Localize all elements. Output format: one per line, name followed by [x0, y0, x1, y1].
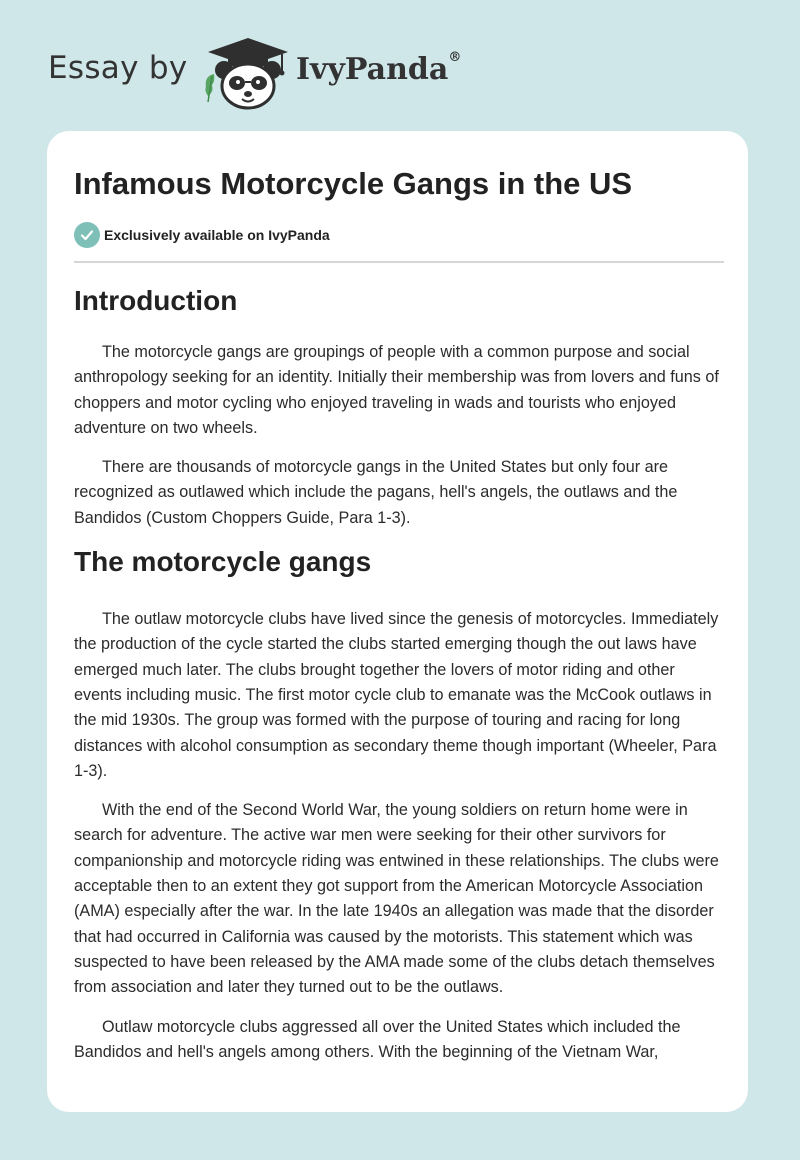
essay-card: [47, 131, 748, 1112]
title-divider: [74, 261, 724, 263]
paragraph: There are thousands of motorcycle gangs in the United States but only four are recognized as outlawed which include the pagans, hell's angels, the outlaws and the Bandidos (Custom Choppers Guide, Para 1-3).: [74, 458, 678, 527]
brand-name: IvyPanda®: [296, 50, 462, 87]
exclusive-badge: [74, 222, 330, 248]
brand-prefix: Essay by: [48, 50, 188, 86]
paragraph: The motorcycle gangs are groupings of people with a common purpose and social anthropology seeking for an identity. Initially their membership was from lovers and funs of choppers and motor cycling who enjoyed traveling in wads and tourists who enjoyed adventure on two wheels.: [74, 343, 719, 437]
check-circle-icon: [74, 222, 100, 248]
essay-body: [74, 284, 724, 1079]
section-heading-motorcycle-gangs: The motorcycle gangs: [74, 546, 372, 578]
panda-graduate-logo-icon[interactable]: [202, 36, 294, 112]
page-title: Infamous Motorcycle Gangs in the US: [74, 166, 633, 201]
registered-mark: ®: [448, 50, 462, 65]
exclusive-label: Exclusively available on IvyPanda: [104, 227, 330, 243]
paragraph: The outlaw motorcycle clubs have lived since the genesis of motorcycles. Immediately the production of the cycle started the clubs started emerging though the out laws have emerged much later. The clubs brought together the lovers of motor riding and other events including music. The first motor cycle club to emanate was the McCook outlaws in the mid 1930s. The group was formed with the purpose of touring and racing for long distances with alcohol consumption as secondary theme though important (Wheeler, Para 1-3).: [74, 610, 719, 780]
paragraph: With the end of the Second World War, the young soldiers on return home were in search for adventure. The active war men were seeking for their other survivors for companionship and motorcycle riding was entwined in these relationships. The clubs were acceptable then to an extent they got support from the American Motorcycle Association (AMA) especially after the war. In the late 1940s an allegation was made that the disorder that had occurred in California was caused by the motorists. This statement which was suspected to have been released by the AMA made some of the clubs detach themselves from association and later they turned out to be the outlaws.: [74, 801, 719, 997]
paragraph: Outlaw motorcycle clubs aggressed all over the United States which included the Bandidos and hell's angels among others. With the beginning of the Vietnam War,: [74, 1017, 681, 1061]
section-heading-introduction: Introduction: [74, 285, 238, 316]
